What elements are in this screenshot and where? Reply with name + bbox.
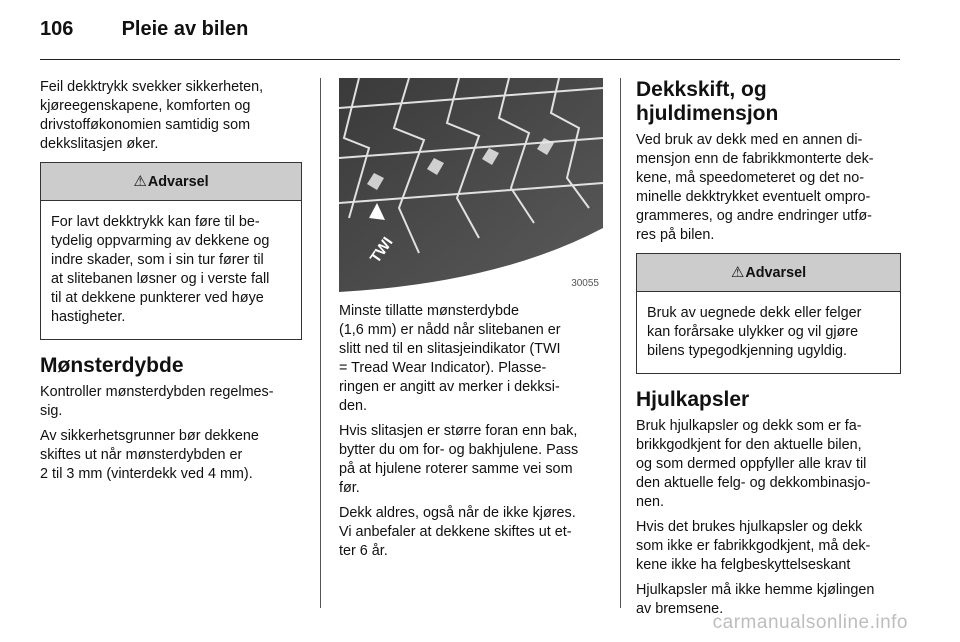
page-number: 106 xyxy=(40,18,74,40)
column-divider-2 xyxy=(620,78,621,608)
column-divider-1 xyxy=(320,78,321,608)
tire-tread-illustration xyxy=(339,78,603,292)
twi-label: TWI xyxy=(366,234,397,267)
warning-title: Advarsel xyxy=(745,265,807,281)
tread-depth-paragraph-2: Av sikkerhetsgrunner bør dekkene skiftes ut når mønsterdybden er 2 til 3 mm (vinterdekk ved 4 mm). xyxy=(40,428,259,482)
page-title: Pleie av bilen xyxy=(121,18,249,40)
column-right xyxy=(636,78,901,625)
figure-number: 30055 xyxy=(571,278,599,289)
warning-header xyxy=(41,163,301,201)
column-left xyxy=(40,78,302,490)
column-middle xyxy=(339,302,603,567)
warning-triangle-icon: ⚠ xyxy=(730,264,745,281)
warning-title: Advarsel xyxy=(147,174,209,190)
section-title-tread-depth: Mønsterdybde xyxy=(40,354,184,377)
watermark-text: carmanualsonline.info xyxy=(712,612,908,633)
aging-paragraph: Dekk aldres, også når de ikke kjøres. Vi anbefaler at dekkene skiftes ut et- ter 6 år. xyxy=(339,505,576,559)
hubcaps-paragraph-3: Hjulkapsler må ikke hemme kjølingen av bremsene. xyxy=(636,582,875,617)
twi-paragraph: Minste tillatte mønsterdybde (1,6 mm) er nådd når slitebanen er slitt ned til en slitasjeindikator (TWI = Tread Wear Indicator). Plasse- ringen er angitt av merker i dekksi- den. xyxy=(339,303,561,414)
tire-tread-figure xyxy=(339,78,603,292)
warning-body: For lavt dekktrykk kan føre til be- tydelig oppvarming av dekkene og indre skader, som i sin tur fører til at slitebanen løsner og i verste fall til at dekkene punkterer ved høye hastigheter. xyxy=(51,214,270,325)
section-title-tire-change: Dekkskift, og hjuldimensjon xyxy=(636,78,779,125)
warning-box-tires xyxy=(636,253,901,374)
warning-body: Bruk av uegnede dekk eller felger kan forårsake ulykker og vil gjøre bilens typegodkjenning ugyldig. xyxy=(647,305,862,359)
tread-depth-paragraph-1: Kontroller mønsterdybden regelmes- sig. xyxy=(40,384,274,419)
warning-box-tire-pressure xyxy=(40,162,302,340)
tire-change-paragraph: Ved bruk av dekk med en annen di- mensjon enn de fabrikkmonterte dek- kene, må speedometeret og det no- minelle dekktrykket eventuelt ompro- grammeres, og andre endringer utfø- res på bilen. xyxy=(636,132,874,243)
header-rule xyxy=(40,59,900,60)
rotation-paragraph: Hvis slitasjen er større foran enn bak, bytter du om for- og bakhjulene. Pass på at hjulene roterer samme vei som før. xyxy=(339,423,579,496)
warning-header xyxy=(637,254,900,292)
hubcaps-paragraph-1: Bruk hjulkapsler og dekk som er fa- brikkgodkjent for den aktuelle bilen, og som dermed oppfyller alle krav til den aktuelle felg- og dekkombinasjo- nen. xyxy=(636,418,871,510)
hubcaps-paragraph-2: Hvis det brukes hjulkapsler og dekk som ikke er fabrikkgodkjent, må dek- kene ikke ha felgbeskyttelseskant xyxy=(636,519,871,573)
intro-paragraph: Feil dekktrykk svekker sikkerheten, kjøreegenskapene, komforten og drivstofføkonomien samtidig som dekkslitasjen øker. xyxy=(40,79,264,152)
section-title-hubcaps: Hjulkapsler xyxy=(636,388,750,411)
warning-triangle-icon: ⚠ xyxy=(133,173,147,190)
page-header xyxy=(40,18,248,41)
